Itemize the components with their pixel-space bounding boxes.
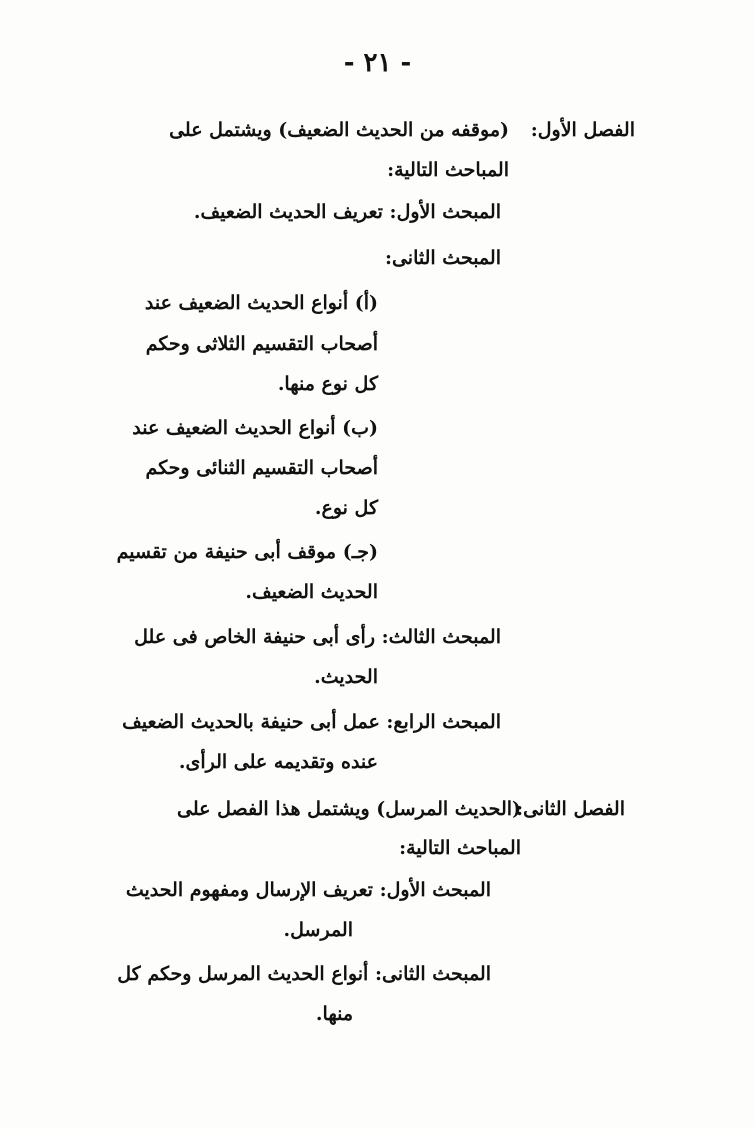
section2-item-c-line2: الحديث الضعيف. <box>245 581 378 603</box>
section2-item-a-line1: (أ) أنواع الحديث الضعيف عند <box>144 292 378 314</box>
chapter1-line-2: المباحث التالية: <box>387 159 509 181</box>
chapter1-section1: المبحث الأول: تعريف الحديث الضعيف. <box>193 201 501 223</box>
chapter2-label: الفصل الثانى: <box>516 798 625 820</box>
chapter2-line-2: المباحث التالية: <box>399 837 521 859</box>
page-number: - ٢١ - <box>343 48 412 78</box>
section2-item-a-line3: كل نوع منها. <box>277 373 378 395</box>
chapter2-line-1: (الحديث المرسل) ويشتمل هذا الفصل على <box>177 798 521 820</box>
chapter1-section3-line1: المبحث الثالث: رأى أبى حنيفة الخاص فى علل <box>134 626 501 648</box>
chapter1-section4-line1: المبحث الرابع: عمل أبى حنيفة بالحديث الضعيف <box>122 711 501 733</box>
section2-item-c-line1: (جـ) موقف أبى حنيفة من تقسيم <box>116 541 378 563</box>
chapter2-section1-line1: المبحث الأول: تعريف الإرسال ومفهوم الحديث <box>125 879 491 901</box>
chapter1-label: الفصل الأول: <box>530 119 635 141</box>
chapter1-line-1: (موقفه من الحديث الضعيف) ويشتمل على <box>169 119 509 141</box>
chapter2-section2-line2: منها. <box>315 1003 353 1025</box>
section2-item-b-line1: (ب) أنواع الحديث الضعيف عند <box>132 417 378 439</box>
chapter1-section2-label: المبحث الثانى: <box>384 247 501 269</box>
section2-item-b-line2: أصحاب التقسيم الثنائى وحكم <box>145 457 378 479</box>
chapter1-section4-line2: عنده وتقديمه على الرأى. <box>178 751 378 773</box>
chapter2-section2-line1: المبحث الثانى: أنواع الحديث المرسل وحكم كل <box>117 963 491 985</box>
section2-item-a-line2: أصحاب التقسيم الثلاثى وحكم <box>145 333 378 355</box>
section2-item-b-line3: كل نوع. <box>314 497 378 519</box>
chapter2-section1-line2: المرسل. <box>283 919 353 941</box>
chapter1-section3-line2: الحديث. <box>314 666 378 688</box>
